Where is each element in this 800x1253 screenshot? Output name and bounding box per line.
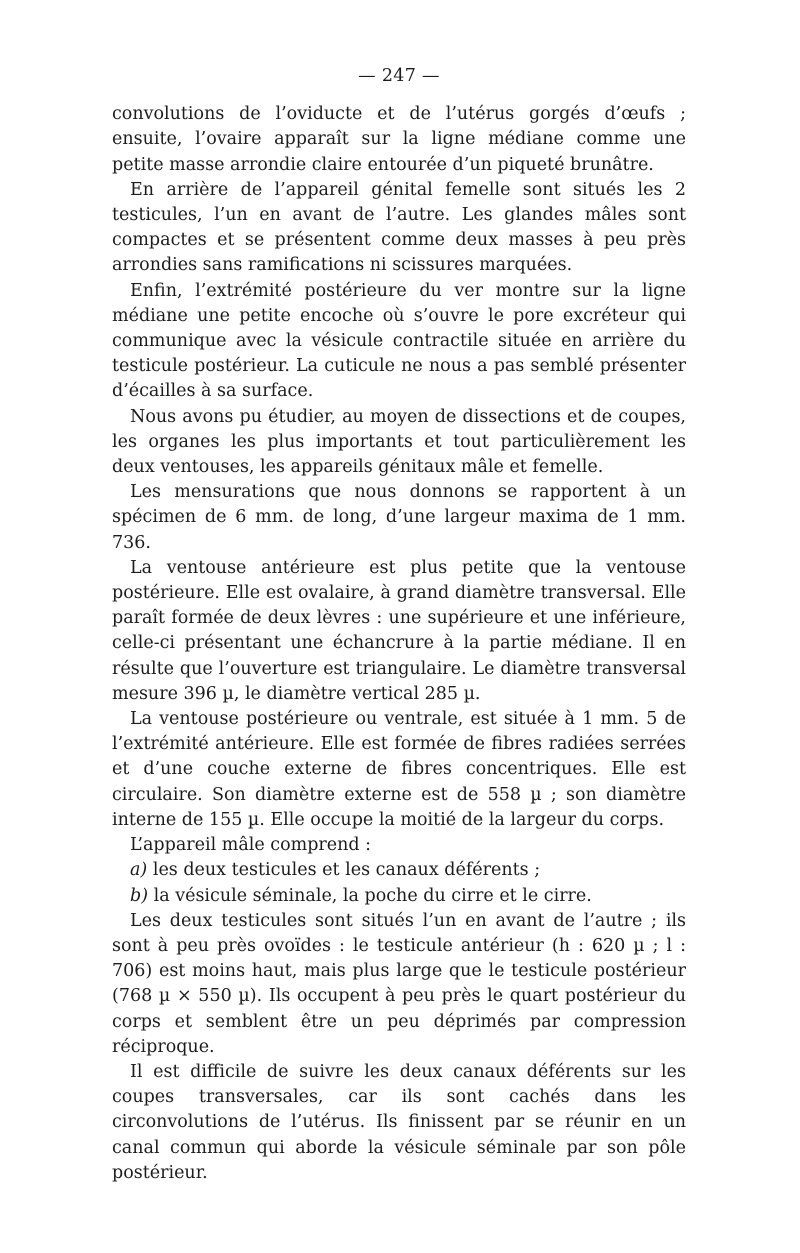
paragraph: La ventouse antérieure est plus petite que la ventouse postérieure. Elle est ovalaire, à grand diamètre transversal. Elle paraît formée de deux lèvres : une supérieure et une inférieure, celle-ci présentant une échancrure à la partie médiane. Il en résulte que l’ouverture est triangulaire. Le diamètre transversal mesure 396 µ, le diamètre vertical 285 µ.: [112, 557, 686, 704]
paragraph: L’appareil mâle comprend :: [130, 835, 372, 856]
paragraph: Enfin, l’extrémité postérieure du ver montre sur la ligne médiane une petite encoche où s’ouvre le pore excréteur qui communique avec la vésicule contractile située en arrière du testicule postérieur. La cuticule ne nous a pas semblé présenter d’écailles à sa surface.: [112, 280, 686, 402]
list-item: [112, 858, 686, 883]
list-item: [112, 884, 686, 909]
paragraph: Nous avons pu étudier, au moyen de dissections et de coupes, les organes les plus importants et tout particulièrement les deux ventouses, les appareils génitaux mâle et femelle.: [112, 406, 686, 478]
list-item-text: la vésicule séminale, la poche du cirre et le cirre.: [153, 885, 592, 906]
paragraph: convolutions de l’oviducte et de l’utérus gorgés d’œufs ; ensuite, l’ovaire apparaît sur la ligne médiane comme une petite masse arrondie claire entourée d’un piqueté brunâtre.: [112, 104, 686, 175]
paragraph: Les deux testicules sont situés l’un en avant de l’autre ; ils sont à peu près ovoïdes : le testicule antérieur (h : 620 µ ; l : 706) est moins haut, mais plus large que le testicule postérieur (768 µ × 550 µ). Ils occupent à peu près le quart postérieur du corps et semblent être un peu déprimés par compression réciproque.: [112, 910, 686, 1057]
paragraph: Il est difficile de suivre les deux canaux déférents sur les coupes transversales, car ils sont cachés dans les circonvolutions de l’utérus. Ils finissent par se réunir en un canal commun qui aborde la vésicule séminale par son pôle postérieur.: [112, 1061, 686, 1183]
book-page: [112, 64, 686, 1186]
paragraph: En arrière de l’appareil génital femelle sont situés les 2 testicules, l’un en avant de l’autre. Les glandes mâles sont compactes et se présentent comme deux masses à peu près arrondies sans ramifications ni scissures marquées.: [112, 179, 686, 276]
paragraph: Les mensurations que nous donnons se rapportent à un spécimen de 6 mm. de long, d’une largeur maxima de 1 mm. 736.: [112, 482, 686, 553]
page-number: — 247 —: [358, 66, 440, 86]
list-item-text: les deux testicules et les canaux déférents ;: [152, 860, 541, 881]
paragraph: La ventouse postérieure ou ventrale, est située à 1 mm. 5 de l’extrémité antérieure. Elle est formée de fibres radiées serrées et d’une couche externe de fibres concentriques. Elle est circulaire. Son diamètre externe est de 558 µ ; son diamètre interne de 155 µ. Elle occupe la moitié de la largeur du corps.: [112, 709, 686, 830]
list-marker: a): [130, 860, 148, 881]
list-marker: b): [130, 885, 149, 906]
